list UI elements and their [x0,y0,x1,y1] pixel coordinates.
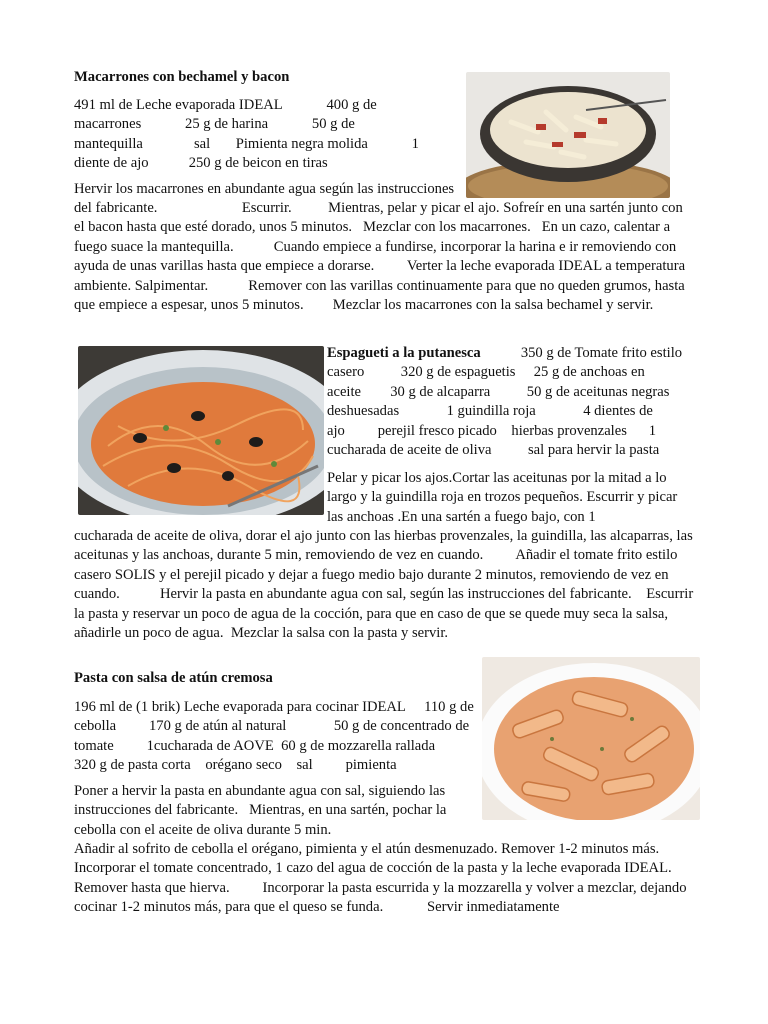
ingredient: sal [193,135,211,152]
recipe-1-title: Macarrones con bechamel y bacon [74,69,290,85]
ingredient: 1 diente de ajo [74,135,423,172]
ingredient: hierbas provenzales [511,422,627,439]
step: Hervir la pasta en abundante agua con sal, según las instrucciones del fabricante. [159,586,632,603]
step: Verter la leche evaporada IDEAL a temperatura ambiente. Salpimentar. [74,258,686,294]
ingredient: 320 g de pasta corta [74,757,191,774]
recipe-2-title: Espagueti a la putanesca [327,345,481,361]
step: Incorporar el tomate concentrado, 1 cazo del agua de cocción de la pasta y la leche evaporada IDEAL. Remover hasta que hierva. [74,860,672,896]
recipe-2-ingredients [327,344,699,460]
recipe-2-preparation: cucharada de aceite de oliva, dorar el ajo junto con las hierbas provenzales, la guindilla, las alcaparras, las aceitunas y las anchoas, durante 5 min, removiendo de vez en cuando. Añadir el tomate frito estilo casero SOLIS y el perejil picado y dejar a fuego medio bajo durante 2 minutos, removiendo de vez en cuando. Hervir la pasta en abundante agua con sal, según las instrucciones del fabricante. Escurrir la pasta y reservar un poco de agua de la cocción, para que en caso de que se quede muy seca la salsa, añadirle un poco de agua. Mezclar la salsa con la pasta y servir. [74,528,694,642]
ingredient: 491 ml de Leche evaporada IDEAL [74,97,283,113]
ingredient: 1 guindilla roja [446,403,536,420]
step: Incorporar la pasta escurrida y la mozzarella y volver a mezclar, dejando cocinar 1-2 minutos más, para que el queso se funda. [74,879,687,916]
ingredient: 400 g de macarrones [74,97,381,133]
ingredient: 30 g de alcaparra [390,383,491,400]
ingredient: 60 g de mozzarella rallada [281,737,436,754]
step: Poner a hervir la pasta en abundante agua con sal, siguiendo las instrucciones del fabricante. [74,783,446,819]
ingredient: sal [296,757,313,774]
step: Cuando empiece a fundirse, incorporar la harina e ir removiendo con ayuda de unas varillas hasta que empiece a dorarse. [74,238,677,275]
recipe-2-preparation-side [327,469,695,527]
ingredient: 196 ml de (1 brik) Leche evaporada para cocinar IDEAL [74,699,406,715]
ingredient: perejil fresco picado [377,422,497,439]
ingredient: pimienta [345,757,397,774]
ingredient: 170 g de atún al natural [148,718,287,735]
recipe-1-preparation-cont [74,199,696,315]
recipe-2-photo [78,346,324,515]
step: Añadir el tomate frito estilo casero SOLIS y el perejil picado y dejar a fuego medio bajo durante 2 minutos, removiendo de vez en cuando. [74,547,678,603]
step: Mezclar la salsa con la pasta y servir. [230,625,449,642]
ingredient: 110 g de cebolla [74,699,478,735]
step: Servir inmediatamente [427,899,560,916]
recipe-1-photo [466,72,670,198]
ingredient: 250 g de beicon en tiras [188,155,328,172]
step: Remover con las varillas continuamente para que no queden grumos, hasta que empiece a espesar, unos 5 minutos. [74,277,685,314]
recipe-1-ingredients [74,96,450,174]
ingredient: orégano seco [205,757,282,774]
step: Mezclar con los macarrones. [362,219,531,236]
step: En un cazo, calentar a fuego suace la mantequilla. [74,219,671,255]
ingredient: sal para hervir la pasta [527,442,660,459]
recipe-3-title: Pasta con salsa de atún cremosa [74,670,273,686]
recipe-3-preparation-side [74,782,474,840]
ingredient: 25 g de anchoas en aceite [327,364,649,400]
recipe-3-photo [482,657,700,820]
ingredient: 25 g de harina [185,116,269,133]
ingredient: 50 g de mantequilla [74,116,359,152]
recipe-3-ingredients [74,698,476,776]
step: Mezclar los macarrones con la salsa bechamel y servir. [332,297,654,314]
step: Escurrir la pasta y reservar un poco de agua de la cocción, para que en caso de que se quede muy seca la salsa, añadirle un poco de agua. [74,586,694,642]
step: Hervir los macarrones en abundante agua según las instrucciones del fabricante. [74,181,455,217]
step: Añadir al sofrito de cebolla el orégano, pimienta y el atún desmenuzado. Remover 1-2 minutos más. [74,841,660,857]
ingredient: 320 g de espaguetis [400,364,516,381]
recipe-3-preparation [74,840,696,918]
ingredient: 1 cucharada de aceite de oliva [327,422,660,459]
step: Escurrir. [241,200,292,216]
ingredient: 50 g de aceitunas negras deshuesadas [327,383,674,420]
step: Mientras, en una sartén, pochar la cebolla con el aceite de oliva durante 5 min. [74,802,447,838]
ingredient: 350 g de Tomate frito estilo casero [327,345,686,381]
ingredient: 4 dientes de ajo [327,403,657,439]
ingredient: Pimienta negra molida [235,135,368,152]
step: Mientras, pelar y picar el ajo. Sofreír en una sartén junto con el bacon hasta que esté dorado, unos 5 minutos. [74,200,683,236]
ingredient: 1cucharada de AOVE [146,737,274,754]
step: Pelar y picar los ajos.Cortar las aceitunas por la mitad a lo largo y la guindilla roja en trozos pequeños. Escurrir y picar las anchoas .En una sartén a fuego bajo, con 1 [327,470,678,525]
ingredient: 50 g de concentrado de tomate [74,718,473,754]
